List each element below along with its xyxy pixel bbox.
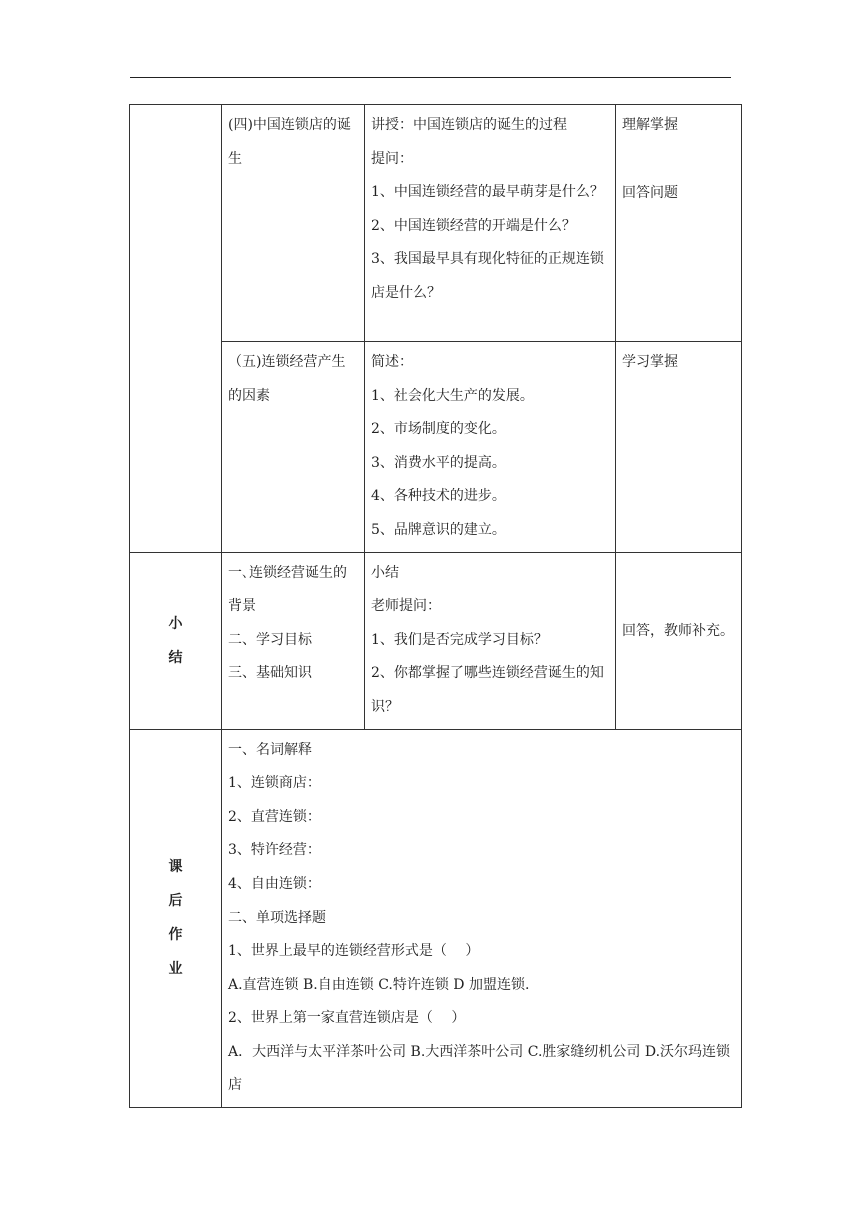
section-char: 小 — [168, 615, 183, 632]
list-item: A．大西洋与太平洋茶叶公司 B.大西洋茶叶公司 C.胜家缝纫机公司 D.沃尔玛连锁店 — [228, 1043, 731, 1094]
section-char: 业 — [168, 961, 183, 978]
table-row — [130, 342, 742, 553]
table-row — [130, 552, 742, 729]
list-item: 一､连锁经营诞生的背景 — [228, 564, 347, 615]
list-item: 二、学习目标 — [228, 631, 312, 648]
section-title-homework — [130, 729, 222, 1108]
student-activity-cell — [616, 105, 742, 342]
list-item: A.直营连锁 B.自由连锁 C.特许连锁 D 加盟连锁. — [228, 976, 530, 993]
list-item: 回答，教师补充。 — [622, 622, 734, 639]
list-item: 简述： — [371, 354, 413, 370]
teacher-activity-cell — [365, 105, 616, 342]
list-item: 一、名词解释 — [228, 741, 312, 758]
lesson-plan-table — [129, 104, 742, 1108]
list-item: 1、社会化大生产的发展。 — [371, 387, 534, 404]
list-item: 3、我国最早具有现化特征的正规连锁店是什么？ — [371, 251, 604, 301]
list-item: 4、各种技术的进步。 — [371, 488, 506, 505]
section-title-summary — [130, 552, 222, 729]
list-item: 4、自由连锁： — [228, 875, 321, 892]
teacher-activity-cell — [365, 552, 616, 729]
list-item: 理解掌握 — [622, 117, 678, 133]
list-item: 1、世界上最早的连锁经营形式是（ ） — [228, 943, 480, 960]
student-activity-cell — [616, 552, 742, 729]
list-item: 5、品牌意识的建立。 — [371, 521, 506, 538]
list-item: 提问： — [371, 150, 413, 167]
list-item: 2、中国连锁经营的开端是什么？ — [371, 217, 576, 234]
list-item: 2、你都掌握了哪些连锁经营诞生的知识？ — [371, 665, 604, 715]
header-rule — [130, 77, 731, 78]
homework-content-cell — [222, 729, 742, 1108]
list-item: 1、我们是否完成学习目标？ — [371, 631, 548, 648]
section-char: 作 — [168, 927, 183, 944]
list-item: 三、基础知识 — [228, 665, 312, 682]
list-item: 讲授：中国连锁店的诞生的过程 — [371, 117, 567, 133]
section-char: 课 — [168, 859, 183, 876]
table-row — [130, 729, 742, 1108]
list-item: 3、消费水平的提高。 — [371, 454, 506, 471]
topic-text: (四)中国连锁店的诞生 — [228, 117, 351, 167]
list-item: 回答问题 — [622, 184, 678, 201]
list-item: 学习掌握 — [622, 354, 678, 370]
topic-cell — [222, 105, 365, 342]
list-item: 二、单项选择题 — [228, 909, 326, 926]
list-item: 2、市场制度的变化。 — [371, 421, 506, 438]
topic-cell — [222, 552, 365, 729]
list-item: 1、中国连锁经营的最早萌芽是什么？ — [371, 184, 604, 201]
list-item: 2、直营连锁： — [228, 808, 321, 825]
list-item: 小结 — [371, 564, 399, 581]
list-item: 2、世界上第一家直营连锁店是（ ） — [228, 1010, 466, 1027]
teacher-activity-cell — [365, 342, 616, 553]
topic-text: （五)连锁经营产生的因素 — [228, 354, 346, 404]
topic-cell — [222, 342, 365, 553]
table-row — [130, 105, 742, 342]
section-char: 后 — [168, 893, 183, 910]
list-item: 老师提问： — [371, 598, 441, 615]
section-cell-empty — [130, 105, 222, 553]
section-char: 结 — [168, 649, 183, 666]
student-activity-cell — [616, 342, 742, 553]
list-item: 3、特许经营： — [228, 842, 321, 859]
list-item: 1、连锁商店： — [228, 775, 321, 792]
